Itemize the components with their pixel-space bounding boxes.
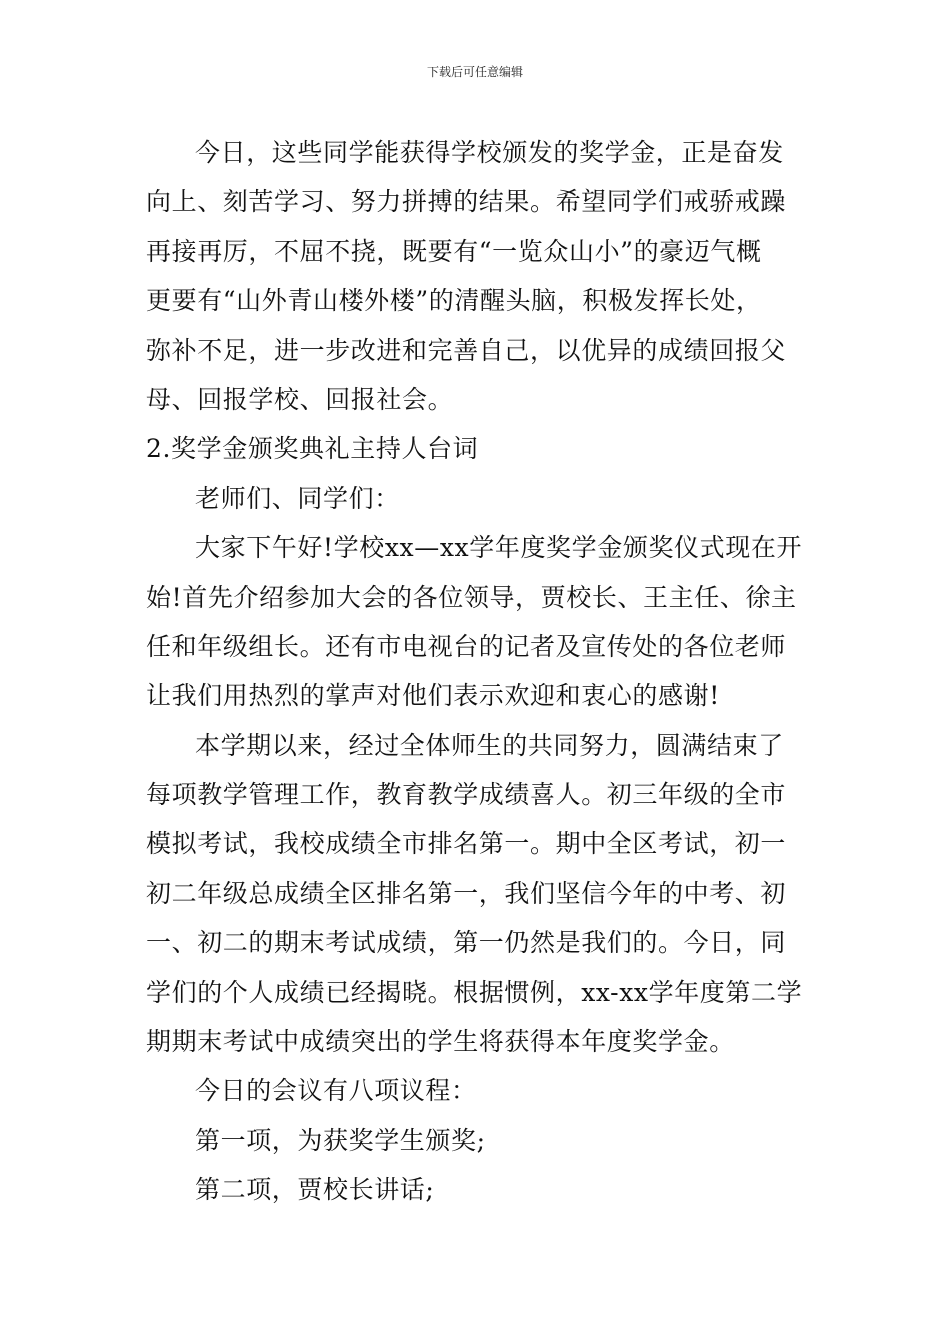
body-line: 大家下午好!学校xx—xx学年度奖学金颁奖仪式现在开 <box>195 533 803 563</box>
body-line: 一、初二的期末考试成绩，第一仍然是我们的。今日，同 <box>146 928 787 958</box>
agenda-intro: 今日的会议有八项议程： <box>195 1076 477 1106</box>
body-line: 每项教学管理工作，教育教学成绩喜人。初三年级的全市 <box>146 780 787 810</box>
salutation: 老师们、同学们： <box>195 483 400 513</box>
body-line: 让我们用热烈的掌声对他们表示欢迎和衷心的感谢! <box>146 681 720 711</box>
body-line: 学们的个人成绩已经揭晓。根据惯例，xx-xx学年度第二学 <box>146 977 803 1007</box>
document-body <box>146 128 808 1215</box>
body-line: 向上、刻苦学习、努力拼搏的结果。希望同学们戒骄戒躁 <box>146 187 787 217</box>
body-line: 今日，这些同学能获得学校颁发的奖学金，正是奋发 <box>195 138 784 167</box>
section-heading: 2.奖学金颁奖典礼主持人台词 <box>146 434 479 464</box>
body-line: 模拟考试，我校成绩全市排名第一。期中全区考试，初一 <box>146 829 787 859</box>
body-line: 初二年级总成绩全区排名第一，我们坚信今年的中考、初 <box>146 878 787 908</box>
page-header-note: 下载后可任意编辑 <box>426 65 523 79</box>
body-line: 再接再厉，不屈不挠，既要有“一览众山小”的豪迈气概 <box>146 236 762 266</box>
body-line: 弥补不足，进一步改进和完善自己，以优异的成绩回报父 <box>146 335 787 365</box>
body-line: 始!首先介绍参加大会的各位领导，贾校长、王主任、徐主 <box>146 582 797 612</box>
agenda-item: 第二项，贾校长讲话; <box>195 1175 435 1205</box>
body-line: 本学期以来，经过全体师生的共同努力，圆满结束了 <box>195 730 784 760</box>
agenda-item: 第一项，为获奖学生颁奖; <box>195 1125 486 1155</box>
body-line: 更要有“山外青山楼外楼”的清醒头脑，积极发挥长处， <box>146 286 762 316</box>
body-line: 母、回报学校、回报社会。 <box>146 384 454 414</box>
body-line: 期期末考试中成绩突出的学生将获得本年度奖学金。 <box>146 1027 735 1057</box>
body-line: 任和年级组长。还有市电视台的记者及宣传处的各位老师 <box>146 631 787 661</box>
